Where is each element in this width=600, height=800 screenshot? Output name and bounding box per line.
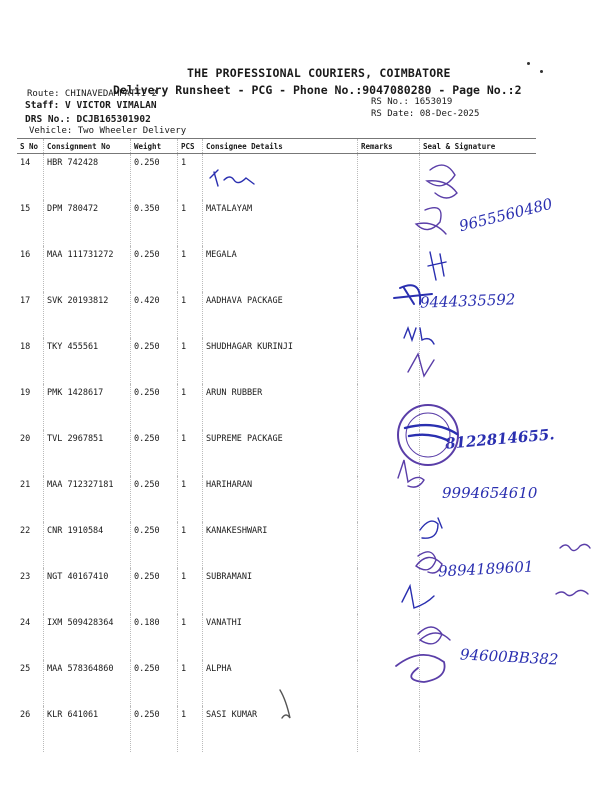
cell-consignee: HARIHARAN: [203, 476, 358, 522]
vehicle-label: Vehicle: Two Wheeler Delivery: [29, 126, 187, 136]
cell-sno: 23: [17, 568, 44, 614]
cell-consignment: PMK 1428617: [44, 384, 131, 430]
route-label: Route: CHINAVEDAMPATTI 2: [27, 89, 158, 99]
signature-row-20: [405, 425, 457, 440]
signature-side-23: [560, 544, 590, 550]
cell-pcs: 1: [178, 200, 203, 246]
handwritten-phone: 9994654610: [442, 484, 538, 502]
col-details: Consignee Details: [203, 139, 358, 154]
cell-consignee: SHUDHAGAR KURINJI: [203, 338, 358, 384]
cell-consignee: SUBRAMANI: [203, 568, 358, 614]
cell-pcs: 1: [178, 384, 203, 430]
cell-consignment: SVK 20193812: [44, 292, 131, 338]
cell-pcs: 1: [178, 522, 203, 568]
cell-consignment: DPM 780472: [44, 200, 131, 246]
signature-row-17: [394, 285, 432, 304]
cell-pcs: 1: [178, 706, 203, 752]
cell-pcs: 1: [178, 476, 203, 522]
handwritten-phone: 9444335592: [419, 290, 516, 312]
company-title: THE PROFESSIONAL COURIERS, COIMBATORE: [187, 66, 451, 80]
cell-pcs: 1: [178, 660, 203, 706]
cell-consignment: MAA 578364860: [44, 660, 131, 706]
cell-weight: 0.350: [131, 200, 178, 246]
cell-pcs: 1: [178, 430, 203, 476]
cell-consignee: AADHAVA PACKAGE: [203, 292, 358, 338]
cell-sno: 20: [17, 430, 44, 476]
cell-pcs: 1: [178, 614, 203, 660]
cell-sno: 17: [17, 292, 44, 338]
cell-consignee: SUPREME PACKAGE: [203, 430, 358, 476]
col-sno: S No: [17, 139, 44, 154]
cell-weight: 0.250: [131, 706, 178, 752]
cell-sno: 22: [17, 522, 44, 568]
cell-weight: 0.250: [131, 338, 178, 384]
cell-pcs: 1: [178, 568, 203, 614]
cell-sno: 15: [17, 200, 44, 246]
speck-mark: [540, 70, 543, 73]
cell-weight: 0.250: [131, 476, 178, 522]
col-pcs: PCS: [178, 139, 203, 154]
cell-consignee: MATALAYAM: [203, 200, 358, 246]
staff-label: Staff: V VICTOR VIMALAN: [25, 100, 157, 111]
cell-pcs: 1: [178, 338, 203, 384]
cell-sno: 14: [17, 154, 44, 201]
cell-pcs: 1: [178, 246, 203, 292]
cell-sno: 21: [17, 476, 44, 522]
signature-row-26: [396, 655, 445, 682]
handwritten-phone: 9894189601: [437, 557, 534, 581]
cell-consignment: MAA 111731272: [44, 246, 131, 292]
signature-side-24: [556, 590, 588, 595]
signature-row-23: [416, 552, 442, 573]
signature-row-14-consignee: [210, 170, 254, 186]
cell-consignment: HBR 742428: [44, 154, 131, 201]
cell-consignment: KLR 641061: [44, 706, 131, 752]
handwritten-phone: 94600BB382: [459, 645, 559, 669]
col-weight: Weight: [131, 139, 178, 154]
cell-consignee: MEGALA: [203, 246, 358, 292]
cell-sno: 26: [17, 706, 44, 752]
col-remarks: Remarks: [358, 139, 420, 154]
signature-row-15: [416, 208, 446, 234]
cell-consignment: CNR 1910584: [44, 522, 131, 568]
rs-date: RS Date: 08-Dec-2025: [371, 109, 480, 119]
cell-weight: 0.250: [131, 154, 178, 201]
cell-consignee: ALPHA: [203, 660, 358, 706]
drs-number: DRS No.: DCJB165301902: [25, 114, 151, 125]
cell-weight: 0.250: [131, 522, 178, 568]
cell-sno: 19: [17, 384, 44, 430]
cell-weight: 0.250: [131, 430, 178, 476]
runsheet-title: Delivery Runsheet - PCG - Phone No.:9047080280 - Page No.:2: [113, 83, 522, 97]
cell-sno: 24: [17, 614, 44, 660]
cell-sno: 18: [17, 338, 44, 384]
cell-pcs: 1: [178, 292, 203, 338]
cell-weight: 0.180: [131, 614, 178, 660]
rs-number: RS No.: 1653019: [371, 97, 453, 107]
signature-row-14: [427, 165, 457, 198]
cell-consignment: TVL 2967851: [44, 430, 131, 476]
signature-row-25: [418, 627, 450, 644]
signature-row-16: [428, 252, 446, 280]
stray-mark: [280, 690, 290, 718]
signature-row-19: [408, 354, 434, 376]
cell-weight: 0.250: [131, 246, 178, 292]
cell-weight: 0.250: [131, 384, 178, 430]
cell-consignment: MAA 712327181: [44, 476, 131, 522]
cell-consignee: KANAKESHWARI: [203, 522, 358, 568]
cell-weight: 0.420: [131, 292, 178, 338]
col-signature: Seal & Signature: [420, 139, 537, 154]
cell-consignment: TKY 455561: [44, 338, 131, 384]
cell-consignment: IXM 509428364: [44, 614, 131, 660]
signature-row-18: [404, 328, 434, 344]
cell-consignee: VANATHI: [203, 614, 358, 660]
cell-sno: 25: [17, 660, 44, 706]
cell-consignee: ARUN RUBBER: [203, 384, 358, 430]
speck-mark: [527, 62, 530, 65]
handwritten-phone: 8122814655.: [444, 425, 556, 453]
cell-pcs: 1: [178, 154, 203, 201]
signature-row-24: [402, 586, 434, 608]
cell-weight: 0.250: [131, 660, 178, 706]
col-consignment: Consignment No: [44, 139, 131, 154]
cell-weight: 0.250: [131, 568, 178, 614]
handwritten-phone: 9655560480: [457, 194, 555, 236]
signature-row-22: [420, 518, 442, 538]
cell-consignment: NGT 40167410: [44, 568, 131, 614]
cell-consignee: SASI KUMAR: [203, 706, 358, 752]
cell-sno: 16: [17, 246, 44, 292]
